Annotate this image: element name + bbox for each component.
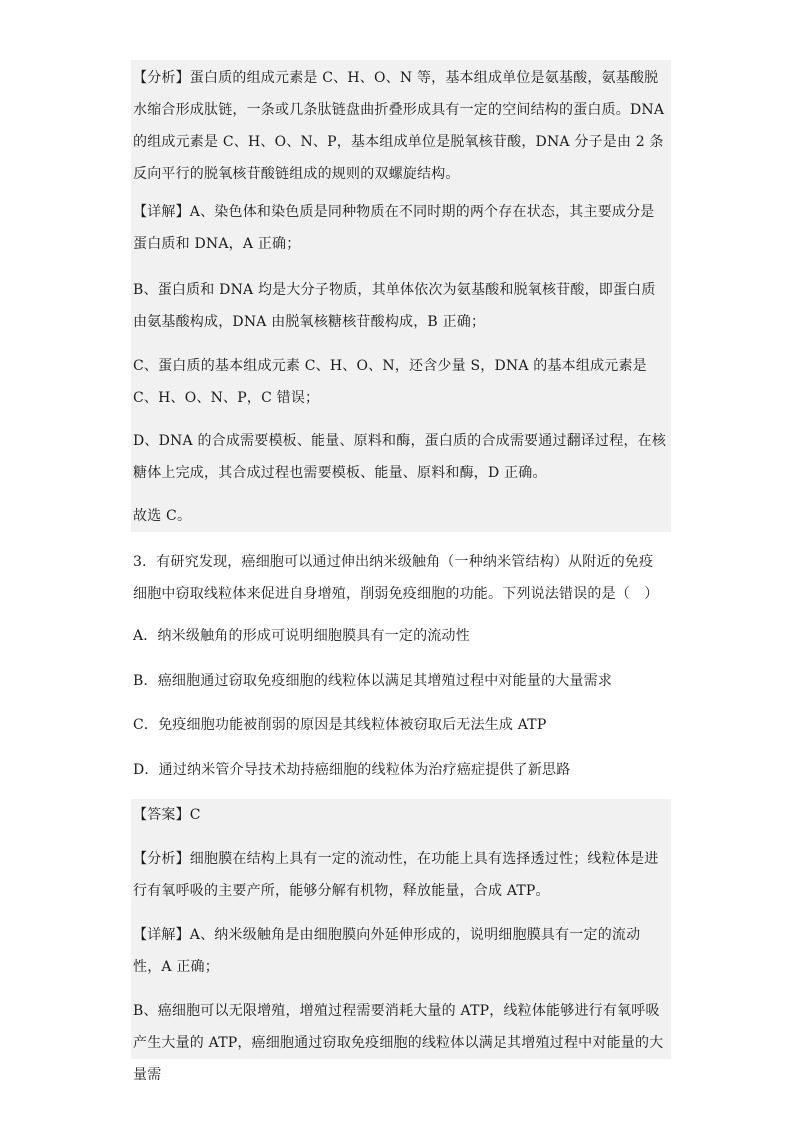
question-3-text: 3．有研究发现，癌细胞可以通过伸出纳米级触角（一种纳米管结构）从附近的免疫细胞中窃取线粒体来促进自身增殖，削弱免疫细胞的功能。下列说法错误的是（ ） — [133, 554, 659, 602]
detail-d-text: D、DNA 的合成需要模板、能量、原料和酶，蛋白质的合成需要通过翻译过程，在核糖体上完成，其合成过程也需要模板、能量、原料和酶，D 正确。 — [133, 433, 667, 481]
conclusion-paragraph — [131, 494, 671, 532]
option-b-text: B．癌细胞通过窃取免疫细胞的线粒体以满足其增殖过程中对能量的大量需求 — [133, 673, 613, 689]
detail-a-text: 【详解】A、染色体和染色质是同种物质在不同时期的两个存在状态，其主要成分是蛋白质和 DNA，A 正确； — [133, 204, 655, 252]
analysis-text: 【分析】蛋白质的组成元素是 C、H、O、N 等，基本组成单位是氨基酸，氨基酸脱水缩合形成肽链，一条或几条肽链盘曲折叠形成具有一定的空间结构的蛋白质。DNA 的组成元素是 C、H、O、N、P，基本组成单位是脱氧核苷酸，DNA 分子是由 2 条反向平行的脱氧核苷酸链组成的规则的双螺旋结构。 — [133, 70, 665, 182]
detail-paragraph-b — [131, 266, 671, 343]
analysis-paragraph — [131, 60, 671, 191]
option-a-text: A．纳米级触角的形成可说明细胞膜具有一定的流动性 — [133, 628, 470, 644]
detail-2a-text: 【详解】A、纳米级触角是由细胞膜向外延伸形成的，说明细胞膜具有一定的流动性，A 正确； — [133, 927, 641, 975]
detail-paragraph-d — [131, 418, 671, 494]
detail-2-paragraph-a — [131, 913, 671, 989]
question-3-stem — [131, 546, 671, 610]
option-d — [131, 754, 671, 786]
option-d-text: D．通过纳米管介导技术劫持癌细胞的线粒体为治疗癌症提供了新思路 — [133, 762, 571, 778]
option-c — [131, 709, 671, 741]
answer-text: 【答案】C — [133, 807, 201, 823]
detail-b-text: B、蛋白质和 DNA 均是大分子物质，其单体依次为氨基酸和脱氧核苷酸，即蛋白质由氨基酸构成，DNA 由脱氧核糖核苷酸构成，B 正确； — [133, 282, 656, 330]
detail-2b-text: B、癌细胞可以无限增殖，增殖过程需要消耗大量的 ATP，线粒体能够进行有氧呼吸产生大量的 ATP，癌细胞通过窃取免疫细胞的线粒体以满足其增殖过程中对能量的大量需 — [133, 1003, 664, 1083]
conclusion-text: 故选 C。 — [133, 508, 192, 524]
analysis-2-paragraph — [131, 835, 671, 913]
option-b — [131, 665, 671, 697]
option-a — [131, 620, 671, 652]
detail-paragraph-c — [131, 343, 671, 418]
detail-paragraph-a — [131, 191, 671, 266]
detail-c-text: C、蛋白质的基本组成元素 C、H、O、N，还含少量 S，DNA 的基本组成元素是 C、H、O、N、P，C 错误； — [133, 358, 647, 406]
option-c-text: C．免疫细胞功能被削弱的原因是其线粒体被窃取后无法生成 ATP — [133, 717, 547, 733]
analysis-2-text: 【分析】细胞膜在结构上具有一定的流动性，在功能上具有选择透过性；线粒体是进行有氧呼吸的主要产所，能够分解有机物，释放能量，合成 ATP。 — [133, 851, 659, 899]
answer-paragraph — [131, 799, 671, 835]
detail-2-paragraph-b — [131, 989, 671, 1083]
